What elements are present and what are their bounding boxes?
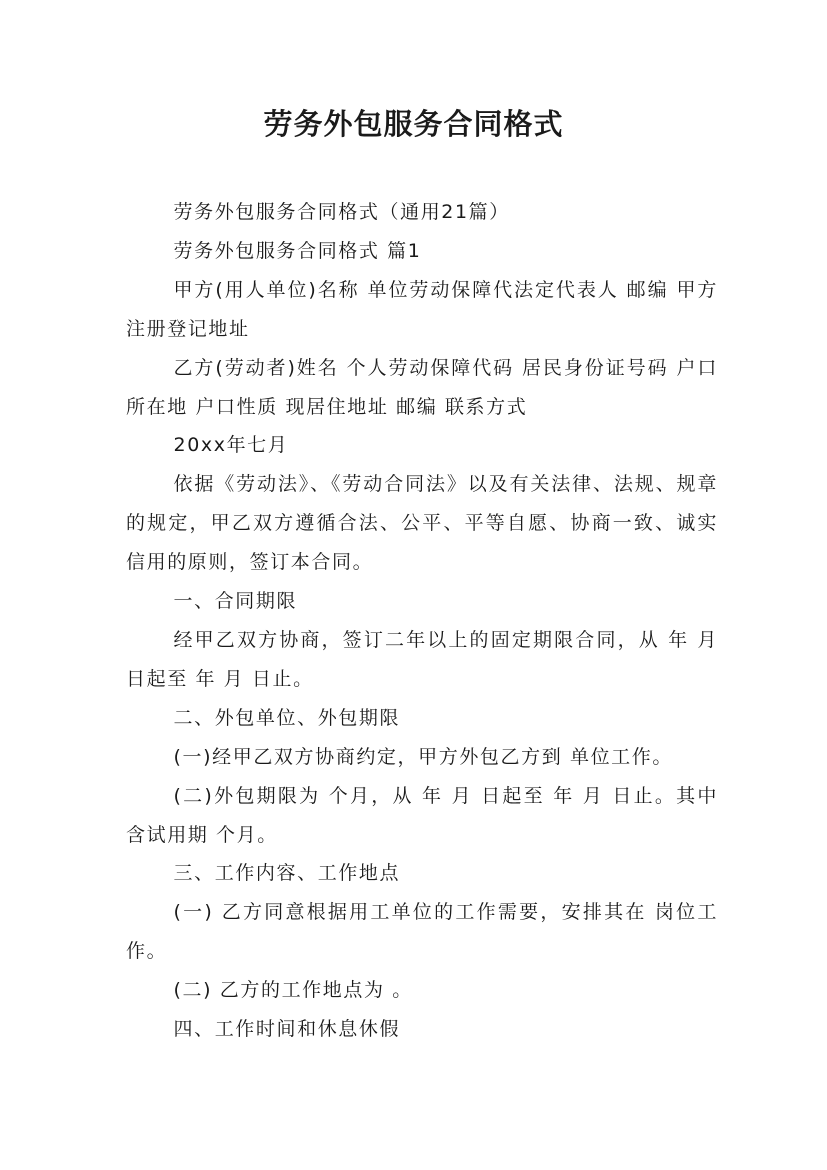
paragraph-preamble: 依据《劳动法》、《劳动合同法》以及有关法律、法规、规章的规定，甲乙双方遵循合法、公平、平等自愿、协商一致、诚实信用的原则，签订本合同。 <box>126 473 718 574</box>
paragraph-section-heading: 劳务外包服务合同格式 篇1 <box>173 239 422 262</box>
paragraph-heading-3: 三、工作内容、工作地点 <box>173 862 401 885</box>
paragraph-work-location: (二) 乙方的工作地点为 。 <box>173 979 413 1002</box>
paragraph-heading-4: 四、工作时间和休息休假 <box>173 1018 401 1041</box>
document-title: 劳务外包服务合同格式 <box>263 107 564 141</box>
paragraph-subtitle: 劳务外包服务合同格式（通用21篇） <box>173 201 510 223</box>
paragraph-work-content: (一) 乙方同意根据用工单位的工作需要，安排其在 岗位工作。 <box>126 901 718 963</box>
paragraph-party-b: 乙方(劳动者)姓名 个人劳动保障代码 居民身份证号码 户口所在地 户口性质 现居住地址 邮编 联系方式 <box>126 356 718 418</box>
paragraph-outsource-unit: (一)经甲乙双方协商约定，甲方外包乙方到 单位工作。 <box>173 745 673 768</box>
paragraph-date: 20xx年七月 <box>173 434 289 457</box>
paragraph-term: 经甲乙双方协商，签订二年以上的固定期限合同，从 年 月 日起至 年 月 日止。 <box>126 628 718 690</box>
document-body <box>126 193 718 1049</box>
paragraph-outsource-period: (二)外包期限为 个月，从 年 月 日起至 年 月 日止。其中含试用期 个月。 <box>126 784 719 846</box>
paragraph-heading-2: 二、外包单位、外包期限 <box>173 706 401 729</box>
paragraph-heading-1: 一、合同期限 <box>173 590 298 613</box>
paragraph-party-a: 甲方(用人单位)名称 单位劳动保障代法定代表人 邮编 甲方注册登记地址 <box>126 278 718 340</box>
